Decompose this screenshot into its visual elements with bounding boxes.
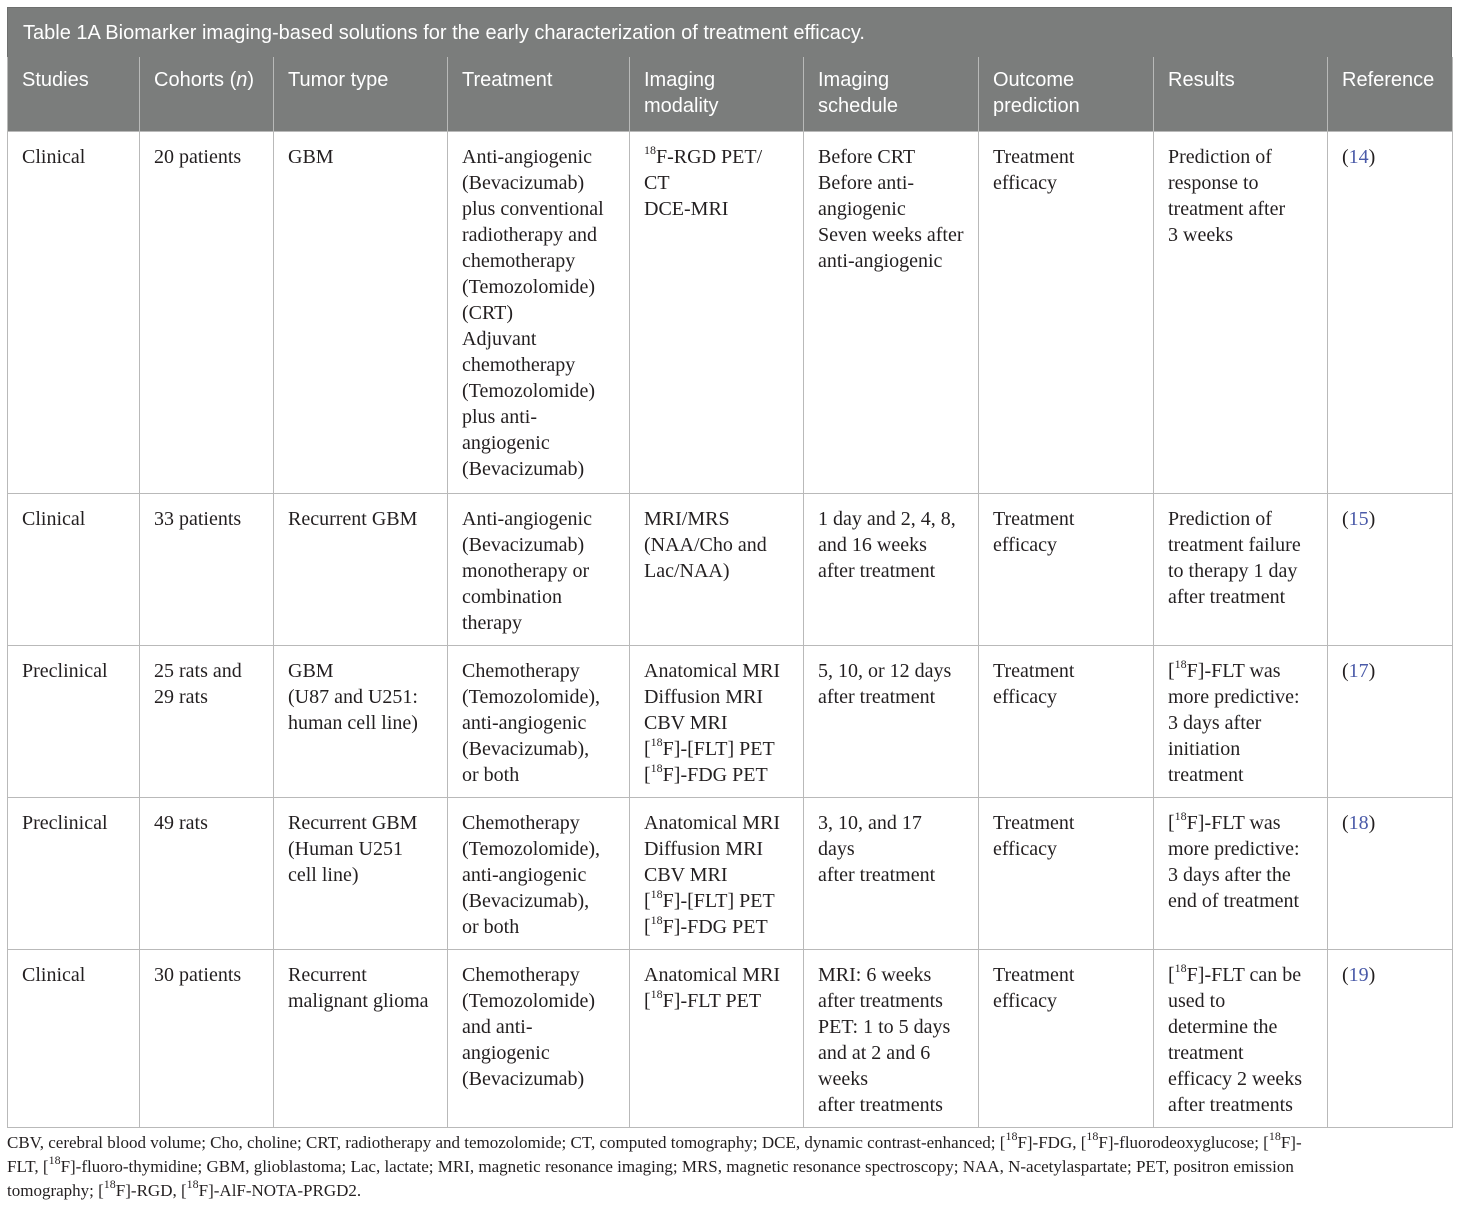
header-cohorts <box>140 57 274 131</box>
table-body <box>8 131 1453 1127</box>
cell-line: 33 patients <box>154 507 242 530</box>
cell-outcome-prediction <box>979 645 1154 797</box>
cell-line: (Bevacizumab), <box>462 737 590 760</box>
cell-line: efficacy <box>993 171 1058 194</box>
cell-imaging-schedule <box>804 797 979 949</box>
cell-line: 1 day and 2, 4, 8, <box>818 507 956 530</box>
cell-line: GBM <box>288 659 334 682</box>
cell-line: and at 2 and 6 <box>818 1041 931 1064</box>
cell-line: [$^{18}$F]-FLT can be <box>1168 960 1302 986</box>
cell-line: Before CRT <box>818 145 916 168</box>
cell-line: initiation <box>1168 737 1241 760</box>
cell-treatment <box>448 493 630 645</box>
cell-line: malignant glioma <box>288 989 429 1012</box>
header-tumor-type <box>274 57 448 131</box>
cell-line: Treatment <box>993 811 1075 834</box>
cell-line: Chemotherapy <box>462 811 580 834</box>
cell-line: angiogenic <box>818 197 906 220</box>
cell-line: after treatments <box>818 1093 943 1116</box>
cell-line: (Temozolomide), <box>462 837 600 860</box>
cell-line: Anatomical MRI <box>644 659 781 682</box>
cell-line: (Temozolomide) <box>462 379 595 402</box>
cell-line: Anatomical MRI <box>644 811 781 834</box>
cell-line: Chemotherapy <box>462 659 580 682</box>
cell-line: Before anti- <box>818 171 915 194</box>
cell-imaging-schedule <box>804 131 979 493</box>
cell-line: Preclinical <box>22 659 108 682</box>
cell-line: treatment failure <box>1168 533 1301 556</box>
header-treatment <box>448 57 630 131</box>
cell-imaging-modality <box>630 493 804 645</box>
cell-line: determine the <box>1168 1015 1278 1038</box>
footnote-line: FLT, [$^{18}$F]-fluoro-thymidine; GBM, glioblastoma; Lac, lactate; MRI, magnetic resonance imaging; MRS, magnetic resonance spectroscopy; NAA, N-acetylaspartate; PET, positron emission <box>7 1153 1294 1176</box>
cell-line: more predictive: <box>1168 837 1300 860</box>
cell-line: Clinical <box>22 963 86 986</box>
header-imaging-schedule <box>804 57 979 131</box>
header-imaging-modality <box>630 57 804 131</box>
cell-line: (Bevacizumab) <box>462 1067 585 1090</box>
cell-line: Anti-angiogenic <box>462 145 592 168</box>
cell-line: (Temozolomide), <box>462 685 600 708</box>
cell-line: anti-angiogenic <box>818 249 943 272</box>
cell-imaging-schedule <box>804 645 979 797</box>
cell-line: angiogenic <box>462 1041 550 1064</box>
cell-line: Treatment <box>993 145 1075 168</box>
table-row <box>8 797 1453 949</box>
cell-reference: (19) <box>1328 949 1453 1127</box>
cell-line: treatment after <box>1168 197 1286 220</box>
cell-cohorts <box>140 797 274 949</box>
cell-imaging-modality <box>630 131 804 493</box>
cell-line: Clinical <box>22 507 86 530</box>
cell-imaging-schedule <box>804 493 979 645</box>
cell-line: 5, 10, or 12 days <box>818 659 952 682</box>
cell-tumor-type <box>274 131 448 493</box>
cell-line: [$^{18}$F]-FLT was <box>1168 656 1281 682</box>
header-line: Cohorts (n) <box>154 69 255 91</box>
header-line: modality <box>644 95 719 117</box>
cell-studies <box>8 131 140 493</box>
cell-line: Clinical <box>22 145 86 168</box>
cell-line: MRI: 6 weeks <box>818 963 932 986</box>
cell-line: end of treatment <box>1168 889 1300 912</box>
cell-tumor-type <box>274 493 448 645</box>
reference-link[interactable]: 19 <box>1348 963 1369 986</box>
cell-results <box>1154 131 1328 493</box>
cell-line: Recurrent <box>288 963 367 986</box>
cell-treatment <box>448 645 630 797</box>
header-line: Treatment <box>462 69 553 91</box>
cell-line: (NAA/Cho and <box>644 533 767 556</box>
header-line: Tumor type <box>288 69 389 91</box>
cell-line: 49 rats <box>154 811 208 834</box>
cell-reference: (17) <box>1328 645 1453 797</box>
header-line: prediction <box>993 95 1080 117</box>
cell-line: after treatment <box>1168 585 1286 608</box>
table-caption: Table 1A Biomarker imaging-based solutions for the early characterization of treatment efficacy. <box>7 7 1452 57</box>
cell-line: Chemotherapy <box>462 963 580 986</box>
cell-line: after treatment <box>818 685 936 708</box>
cell-line: Preclinical <box>22 811 108 834</box>
cell-results <box>1154 797 1328 949</box>
cell-line: [$^{18}$F]-FDG PET <box>644 760 768 786</box>
cell-imaging-modality <box>630 645 804 797</box>
cell-line: and 16 weeks <box>818 533 927 556</box>
header-line: Imaging <box>644 69 716 91</box>
cell-line: Anatomical MRI <box>644 963 781 986</box>
cell-line: 25 rats and <box>154 659 242 682</box>
cell-reference: (14) <box>1328 131 1453 493</box>
cell-line: 3 weeks <box>1168 223 1233 246</box>
reference-link[interactable]: 18 <box>1348 811 1369 834</box>
cell-line: efficacy <box>993 685 1058 708</box>
cell-line: 30 patients <box>154 963 242 986</box>
header-line: Reference <box>1342 69 1435 91</box>
reference-link[interactable]: 15 <box>1348 507 1369 530</box>
cell-line: [$^{18}$F]-[FLT] PET <box>644 734 775 760</box>
table-footnote <box>7 1131 1454 1203</box>
cell-studies <box>8 949 140 1127</box>
header-line: Results <box>1168 69 1235 91</box>
cell-reference: (15) <box>1328 493 1453 645</box>
cell-imaging-modality <box>630 797 804 949</box>
cell-line: monotherapy or <box>462 559 590 582</box>
cell-line: Recurrent GBM <box>288 811 418 834</box>
cell-line: anti-angiogenic <box>462 711 587 734</box>
cell-line: weeks <box>818 1067 868 1090</box>
table-row <box>8 131 1453 493</box>
cell-line: PET: 1 to 5 days <box>818 1015 951 1038</box>
data-table <box>7 57 1453 1128</box>
cell-line: (Bevacizumab) <box>462 457 585 480</box>
cell-line: used to <box>1168 989 1226 1012</box>
cell-line: (Temozolomide) <box>462 275 595 298</box>
cell-line: 29 rats <box>154 685 208 708</box>
cell-line: after treatment <box>818 863 936 886</box>
cell-line: or both <box>462 915 520 938</box>
cell-tumor-type <box>274 797 448 949</box>
cell-line: anti-angiogenic <box>462 863 587 886</box>
header-row <box>8 57 1453 131</box>
cell-cohorts <box>140 949 274 1127</box>
cell-line: after treatments <box>818 989 943 1012</box>
cell-line: after treatments <box>1168 1093 1293 1116</box>
cell-line: 3 days after the <box>1168 863 1291 886</box>
cell-treatment <box>448 797 630 949</box>
cell-line: days <box>818 837 855 860</box>
cell-line: 3 days after <box>1168 711 1262 734</box>
cell-line: [$^{18}$F]-FDG PET <box>644 912 768 938</box>
cell-line: efficacy 2 weeks <box>1168 1067 1303 1090</box>
cell-outcome-prediction <box>979 493 1154 645</box>
cell-results <box>1154 645 1328 797</box>
cell-line: Recurrent GBM <box>288 507 418 530</box>
cell-line: [$^{18}$F]-FLT was <box>1168 808 1281 834</box>
cell-line: CBV MRI <box>644 863 728 886</box>
cell-cohorts <box>140 131 274 493</box>
cell-line: (Temozolomide) <box>462 989 595 1012</box>
cell-studies <box>8 645 140 797</box>
cell-line: CT <box>644 171 670 194</box>
cell-line: treatment <box>1168 763 1244 786</box>
header-line: schedule <box>818 95 899 117</box>
cell-line: (CRT) <box>462 301 514 324</box>
cell-line: Diffusion MRI <box>644 837 764 860</box>
footnote-line: CBV, cerebral blood volume; Cho, choline; CRT, radiotherapy and temozolomide; CT, computed tomography; DCE, dynamic contrast-enhanced; [$^{18}$F]-FDG, [$^{18}$F]-fluorodeoxyglucose; [$^{18}$F]- <box>7 1129 1302 1152</box>
cell-tumor-type <box>274 645 448 797</box>
cell-cohorts <box>140 645 274 797</box>
cell-line: plus conventional <box>462 197 604 220</box>
cell-line: (Bevacizumab) <box>462 171 585 194</box>
cell-line: Lac/NAA) <box>644 559 730 582</box>
reference-link[interactable]: 17 <box>1348 659 1369 682</box>
cell-line: $^{18}$F-RGD PET/ <box>644 142 763 168</box>
cell-line: Adjuvant <box>462 327 537 350</box>
footnote-line: tomography; [$^{18}$F]-RGD, [$^{18}$F]-AlF-NOTA-PRGD2. <box>7 1177 362 1200</box>
cell-line: [$^{18}$F]-FLT PET <box>644 986 762 1012</box>
table-row <box>8 645 1453 797</box>
cell-imaging-modality <box>630 949 804 1127</box>
cell-outcome-prediction <box>979 797 1154 949</box>
cell-line: Anti-angiogenic <box>462 507 592 530</box>
cell-treatment <box>448 131 630 493</box>
cell-line: human cell line) <box>288 711 418 734</box>
cell-line: therapy <box>462 611 522 634</box>
cell-line: efficacy <box>993 989 1058 1012</box>
cell-line: Prediction of <box>1168 507 1272 530</box>
cell-line: cell line) <box>288 863 359 886</box>
cell-line: chemotherapy <box>462 249 576 272</box>
cell-line: 20 patients <box>154 145 242 168</box>
cell-line: 3, 10, and 17 <box>818 811 922 834</box>
cell-line: response to <box>1168 171 1259 194</box>
cell-cohorts <box>140 493 274 645</box>
cell-outcome-prediction <box>979 949 1154 1127</box>
cell-line: GBM <box>288 145 334 168</box>
cell-line: Seven weeks after <box>818 223 964 246</box>
cell-line: efficacy <box>993 837 1058 860</box>
cell-line: (Bevacizumab), <box>462 889 590 912</box>
header-studies <box>8 57 140 131</box>
cell-line: CBV MRI <box>644 711 728 734</box>
cell-line: treatment <box>1168 1041 1244 1064</box>
header-line: Outcome <box>993 69 1075 91</box>
header-outcome-prediction <box>979 57 1154 131</box>
cell-tumor-type <box>274 949 448 1127</box>
cell-line: after treatment <box>818 559 936 582</box>
cell-line: Treatment <box>993 963 1075 986</box>
cell-results <box>1154 493 1328 645</box>
cell-line: more predictive: <box>1168 685 1300 708</box>
table-row <box>8 949 1453 1127</box>
cell-line: Treatment <box>993 659 1075 682</box>
header-line: Imaging <box>818 69 890 91</box>
cell-results <box>1154 949 1328 1127</box>
cell-line: Prediction of <box>1168 145 1272 168</box>
header-results <box>1154 57 1328 131</box>
cell-line: to therapy 1 day <box>1168 559 1298 582</box>
cell-line: efficacy <box>993 533 1058 556</box>
cell-line: angiogenic <box>462 431 550 454</box>
cell-treatment <box>448 949 630 1127</box>
cell-line: (U87 and U251: <box>288 685 418 708</box>
cell-imaging-schedule <box>804 949 979 1127</box>
cell-studies <box>8 797 140 949</box>
reference-link[interactable]: 14 <box>1348 145 1369 168</box>
cell-line: Treatment <box>993 507 1075 530</box>
cell-line: plus anti- <box>462 405 537 428</box>
cell-line: DCE-MRI <box>644 197 729 220</box>
cell-line: MRI/MRS <box>644 507 730 530</box>
cell-line: (Bevacizumab) <box>462 533 585 556</box>
cell-line: or both <box>462 763 520 786</box>
table-row <box>8 493 1453 645</box>
cell-line: radiotherapy and <box>462 223 597 246</box>
cell-reference: (18) <box>1328 797 1453 949</box>
cell-line: [$^{18}$F]-[FLT] PET <box>644 886 775 912</box>
cell-line: (Human U251 <box>288 837 403 860</box>
cell-studies <box>8 493 140 645</box>
header-reference <box>1328 57 1453 131</box>
cell-line: chemotherapy <box>462 353 576 376</box>
cell-line: combination <box>462 585 562 608</box>
cell-outcome-prediction <box>979 131 1154 493</box>
cell-line: Diffusion MRI <box>644 685 764 708</box>
cell-line: and anti- <box>462 1015 533 1038</box>
header-line: Studies <box>22 69 89 91</box>
table-container <box>7 7 1452 1128</box>
